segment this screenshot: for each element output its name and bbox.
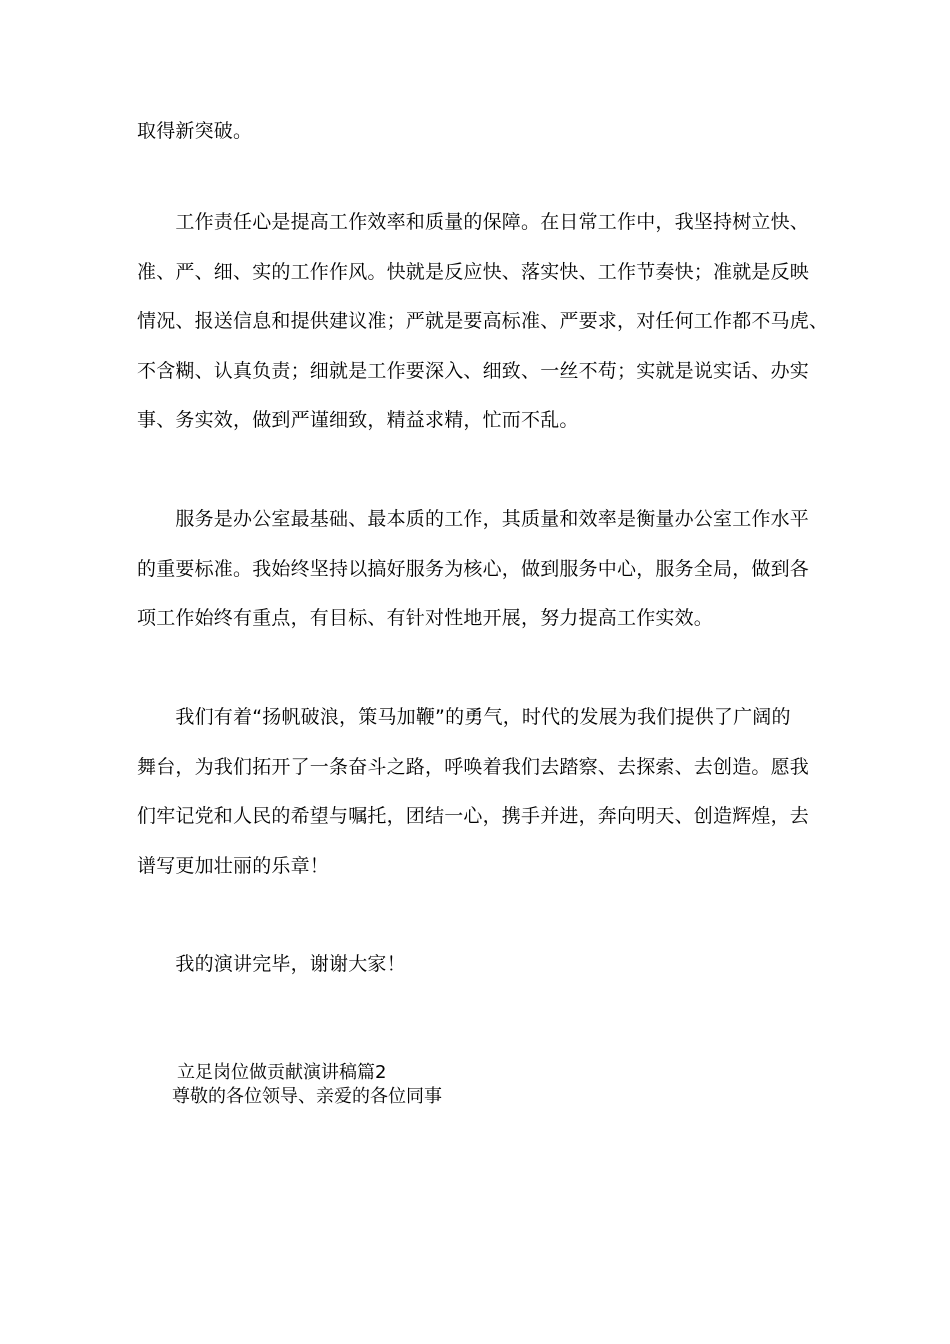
paragraph-line: 取得新突破。 [137, 120, 253, 142]
paragraph-work-responsibility [137, 198, 837, 446]
paragraph-line: 工作责任心是提高工作效率和质量的保障。在日常工作中，我坚持树立快、 [137, 211, 810, 233]
paragraph-line: 情况、报送信息和提供建议准；严就是要高标准、严要求，对任何工作都不马虎、 [137, 310, 829, 332]
paragraph-service [137, 495, 837, 644]
paragraph-line: 我们有着“扬帆破浪，策马加鞭”的勇气，时代的发展为我们提供了广阔的 [137, 706, 791, 728]
paragraph-line: 舞台，为我们拓开了一条奋斗之路，呼唤着我们去踏察、去探索、去创造。愿我 [137, 755, 810, 778]
paragraph-line: 项工作始终有重点，有目标、有针对性地开展，努力提高工作实效。 [137, 607, 714, 629]
paragraph-line: 谱写更加壮丽的乐章！ [137, 854, 330, 877]
paragraph-line: 的重要标准。我始终坚持以搞好服务为核心，做到服务中心，服务全局，做到各 [137, 557, 810, 580]
paragraph-closing [137, 940, 837, 990]
paragraph-line: 我的演讲完毕，谢谢大家！ [137, 953, 406, 975]
section-heading: 立足岗位做贡献演讲稿篇2 [177, 1062, 387, 1083]
salutation: 尊敬的各位领导、亲爱的各位同事 [172, 1086, 442, 1107]
paragraph-continuation [137, 107, 837, 157]
paragraph-line: 服务是办公室最基础、最本质的工作，其质量和效率是衡量办公室工作水平 [137, 508, 810, 530]
paragraph-line: 事、务实效，做到严谨细致，精益求精，忙而不乱。 [137, 409, 579, 431]
paragraph-courage [137, 693, 837, 891]
paragraph-line: 不含糊、认真负责；细就是工作要深入、细致、一丝不苟；实就是说实话、办实 [137, 359, 810, 382]
paragraph-line: 准、严、细、实的工作作风。快就是反应快、落实快、工作节奏快；准就是反映 [137, 260, 810, 283]
paragraph-line: 们牢记党和人民的希望与嘱托，团结一心，携手并进，奔向明天、创造辉煌，去 [137, 805, 810, 827]
